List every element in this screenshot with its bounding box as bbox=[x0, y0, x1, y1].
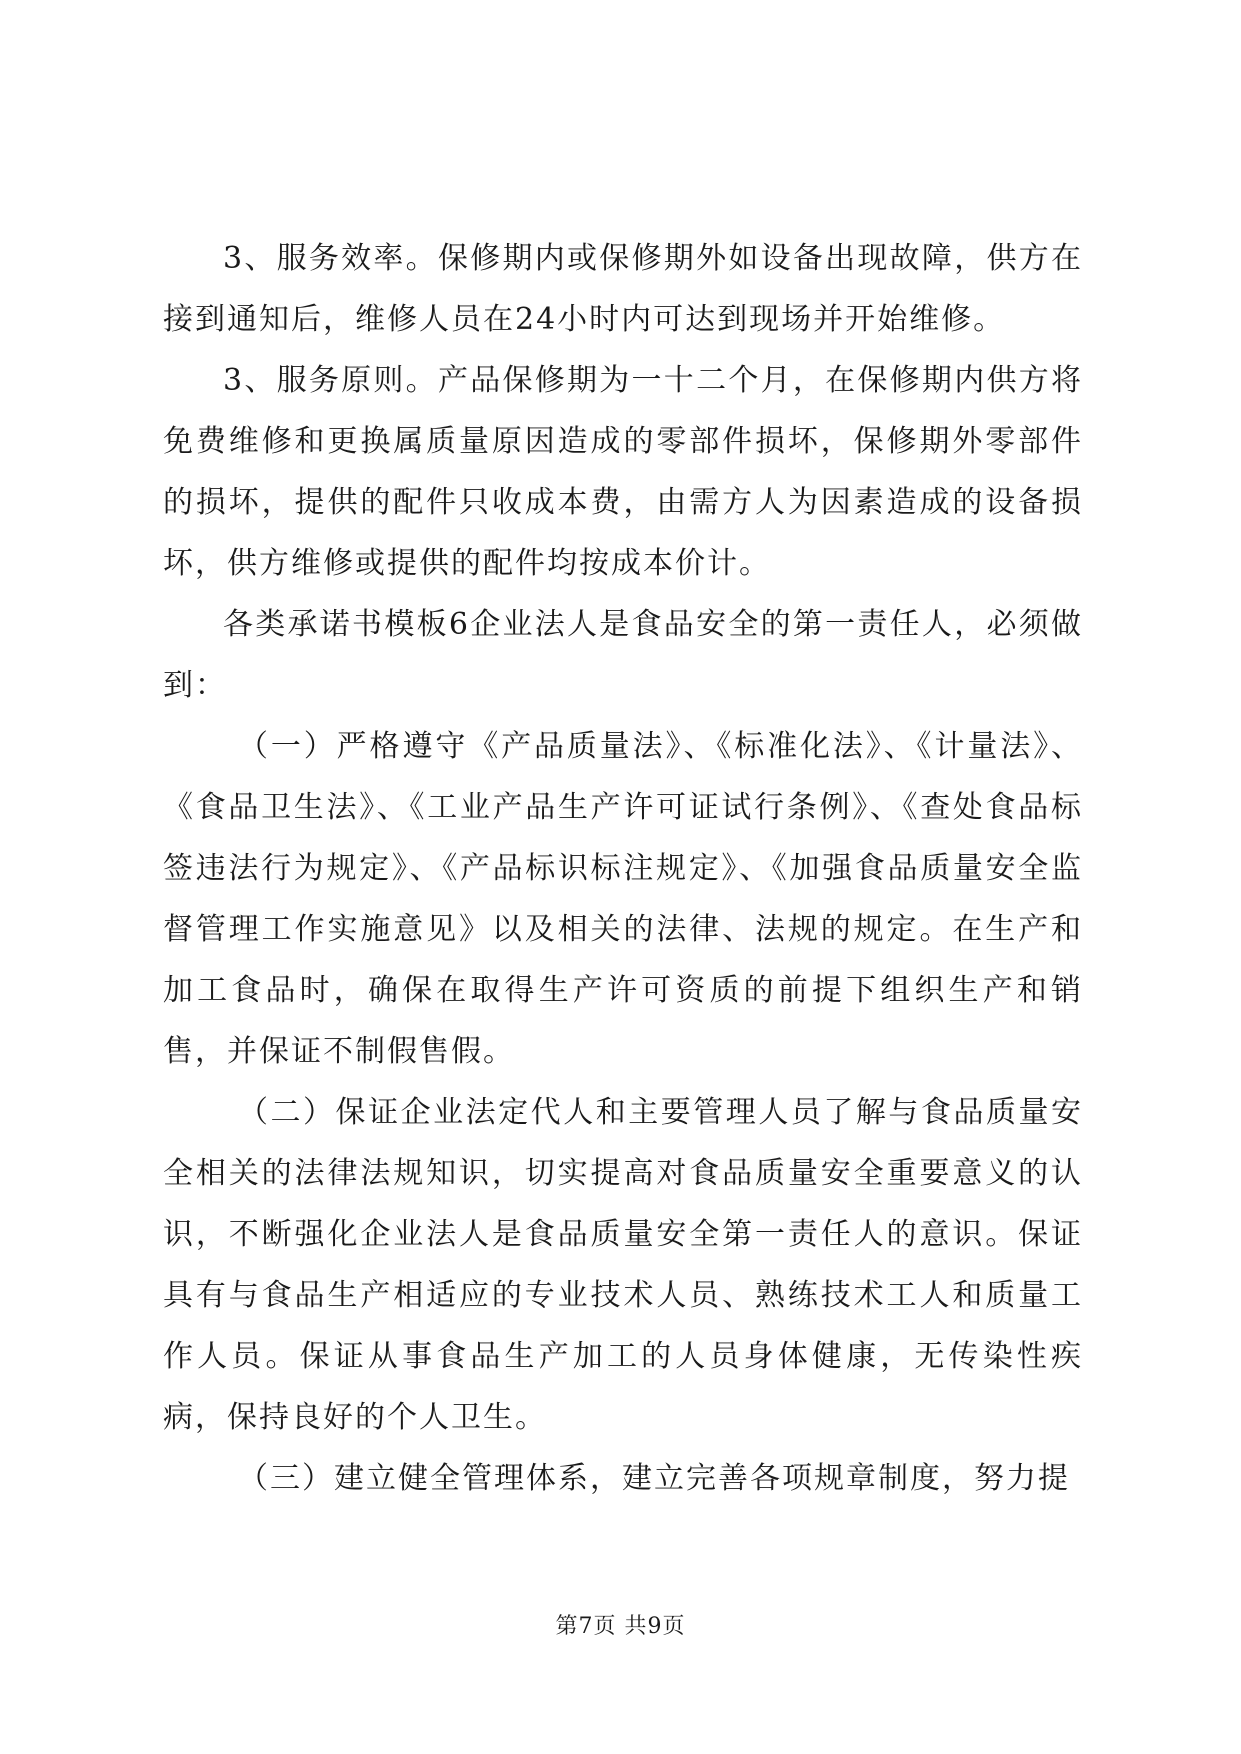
paragraph-commitment-intro: 各类承诺书模板6企业法人是食品安全的第一责任人，必须做到： bbox=[163, 607, 1083, 703]
page-number-footer: 第7页 共9页 bbox=[555, 1614, 686, 1639]
document-body bbox=[163, 228, 1083, 1509]
paragraph-item-1: （一）严格遵守《产品质量法》、《标准化法》、《计量法》、《食品卫生法》、《工业产品生产许可证试行条例》、《查处食品标签违法行为规定》、《产品标识标注规定》、《加强食品质量安全监督管理工作实施意见》以及相关的法律、法规的规定。在生产和加工食品时，确保在取得生产许可资质的前提下组织生产和销售，并保证不制假售假。 bbox=[163, 729, 1083, 1069]
paragraph-service-principle: 3、服务原则。产品保修期为一十二个月，在保修期内供方将免费维修和更换属质量原因造成的零部件损坏，保修期外零部件的损坏，提供的配件只收成本费，由需方人为因素造成的设备损坏，供方维修或提供的配件均按成本价计。 bbox=[163, 363, 1083, 581]
paragraph-item-3: （三）建立健全管理体系，建立完善各项规章制度，努力提 bbox=[238, 1461, 1070, 1496]
paragraph-service-efficiency: 3、服务效率。保修期内或保修期外如设备出现故障，供方在接到通知后，维修人员在24小时内可达到现场并开始维修。 bbox=[163, 241, 1083, 337]
paragraph-item-2: （二）保证企业法定代人和主要管理人员了解与食品质量安全相关的法律法规知识，切实提高对食品质量安全重要意义的认识，不断强化企业法人是食品质量安全第一责任人的意识。保证具有与食品生产相适应的专业技术人员、熟练技术工人和质量工作人员。保证从事食品生产加工的人员身体健康，无传染性疾病，保持良好的个人卫生。 bbox=[163, 1095, 1083, 1435]
